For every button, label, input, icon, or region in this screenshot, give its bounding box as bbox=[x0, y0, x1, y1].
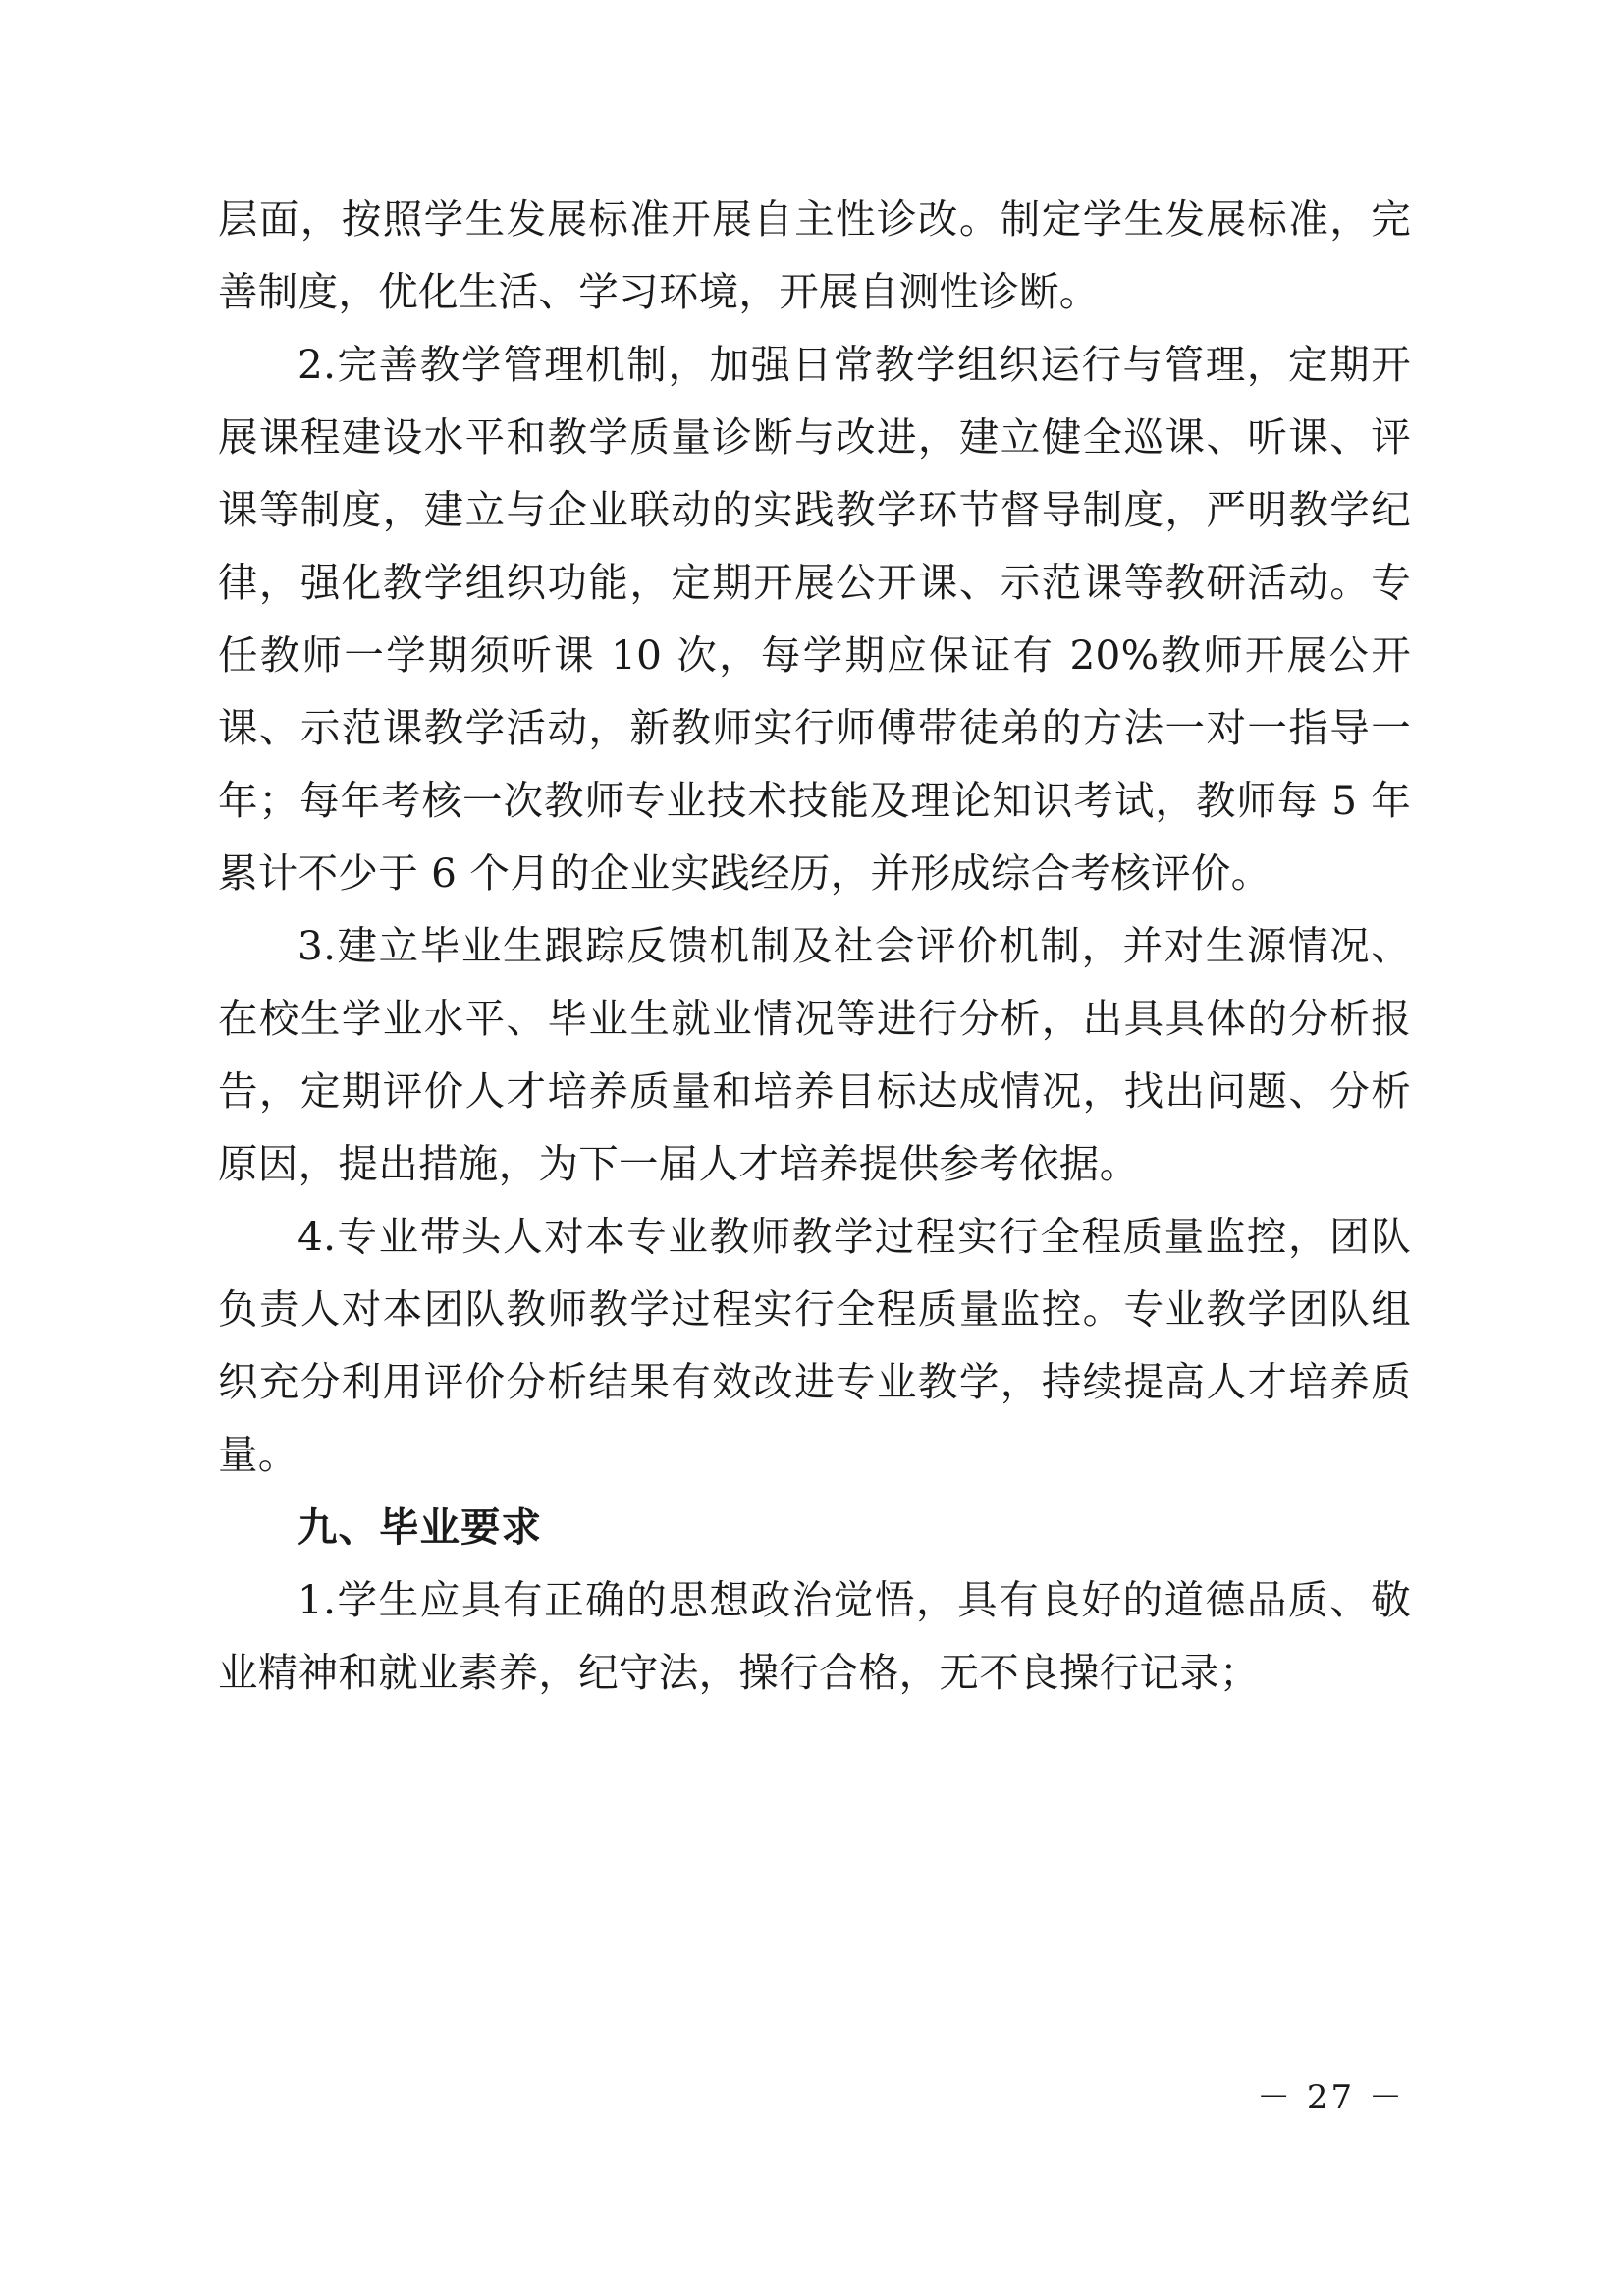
paragraph-item-2: 2.完善教学管理机制，加强日常教学组织运行与管理，定期开展课程建设水平和教学质量诊断与改进，建立健全巡课、听课、评课等制度，建立与企业联动的实践教学环节督导制度，严明教学纪律，强化教学组织功能，定期开展公开课、示范课等教研活动。专任教师一学期须听课 10 次，每学期应保证有 20%教师开展公开课、示范课教学活动，新教师实行师傅带徒弟的方法一对一指导一年；每年考核一次教师专业技术技能及理论知识考试，教师每 5 年累计不少于 6 个月的企业实践经历，并形成综合考核评价。 bbox=[218, 341, 1411, 897]
paragraph-continued: 层面，按照学生发展标准开展自主性诊改。制定学生发展标准，完善制度，优化生活、学习环境，开展自测性诊断。 bbox=[218, 195, 1411, 315]
paragraph-item-3: 3.建立毕业生跟踪反馈机制及社会评价机制，并对生源情况、在校生学业水平、毕业生就业情况等进行分析，出具具体的分析报告，定期评价人才培养质量和培养目标达成情况，找出问题、分析原因，提出措施，为下一届人才培养提供参考依据。 bbox=[218, 922, 1411, 1187]
page-content bbox=[218, 183, 1411, 1709]
paragraph-item-4: 4.专业带头人对本专业教师教学过程实行全程质量监控，团队负责人对本团队教师教学过程实行全程质量监控。专业教学团队组织充分利用评价分析结果有效改进专业教学，持续提高人才培养质量。 bbox=[218, 1213, 1411, 1478]
paragraph-graduation-1: 1.学生应具有正确的思想政治觉悟，具有良好的道德品质、敬业精神和就业素养，纪守法，操行合格，无不良操行记录； bbox=[218, 1576, 1411, 1696]
section-heading-graduation-requirements: 九、毕业要求 bbox=[298, 1503, 542, 1551]
page-number: － 27 － bbox=[1257, 2078, 1405, 2117]
